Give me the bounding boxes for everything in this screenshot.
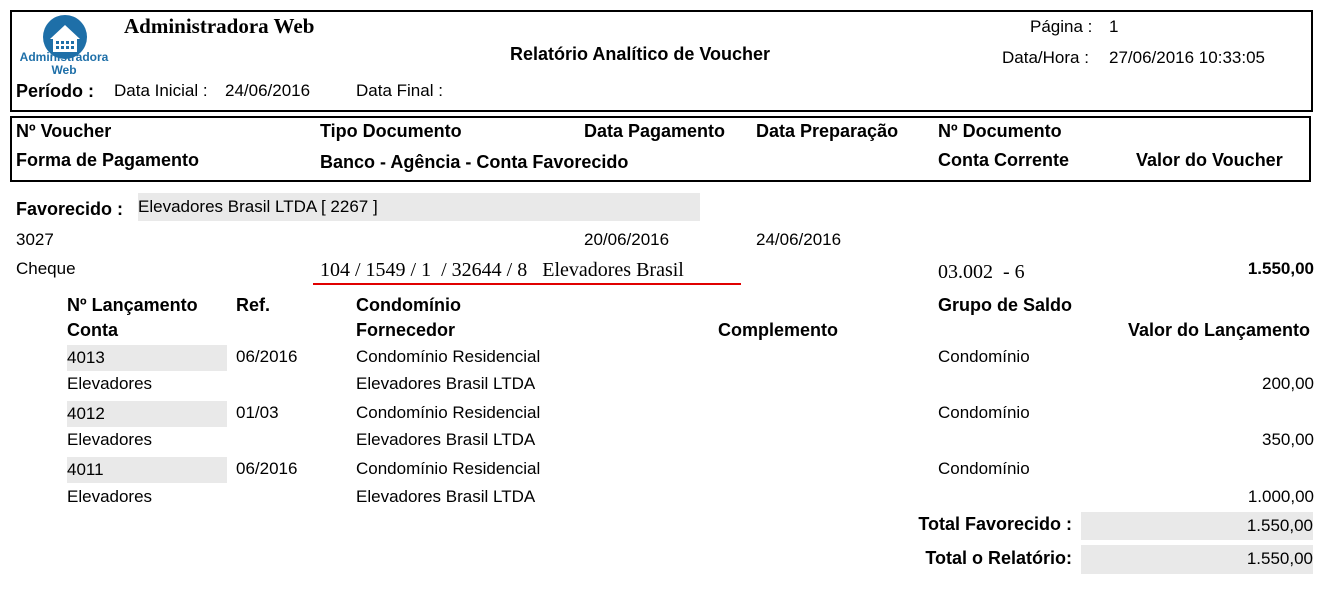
entry-lancamento: 4013 xyxy=(67,345,227,371)
entry-conta: Elevadores xyxy=(67,430,153,449)
start-date-value: 24/06/2016 xyxy=(225,81,311,100)
voucher-conta-corrente: 03.002 - 6 xyxy=(938,261,1025,283)
voucher-data-pagamento: 20/06/2016 xyxy=(584,230,670,249)
entry-fornecedor: Elevadores Brasil LTDA xyxy=(356,430,536,449)
entry-lancamento: 4011 xyxy=(67,457,227,483)
subcol-valor-lancamento: Valor do Lançamento xyxy=(1127,320,1310,340)
entry-condominio: Condomínio Residencial xyxy=(356,403,541,422)
entry-valor: 200,00 xyxy=(1262,374,1314,393)
subcol-grupo-saldo: Grupo de Saldo xyxy=(938,295,1073,315)
period-label: Período : xyxy=(16,81,95,101)
col-banco-agencia-conta: Banco - Agência - Conta Favorecido xyxy=(320,152,629,172)
entry-fornecedor: Elevadores Brasil LTDA xyxy=(356,374,536,393)
report-title: Relatório Analítico de Voucher xyxy=(510,44,771,64)
col-forma-pagamento: Forma de Pagamento xyxy=(16,150,200,170)
subcol-conta: Conta xyxy=(67,320,118,340)
favorecido-label: Favorecido : xyxy=(16,199,124,219)
page-number: 1 xyxy=(1109,17,1119,36)
subcol-condominio: Condomínio xyxy=(356,295,461,315)
col-tipo-documento: Tipo Documento xyxy=(320,121,462,141)
subcol-fornecedor: Fornecedor xyxy=(356,320,456,340)
page-label: Página : xyxy=(1030,17,1093,36)
favorecido-value: Elevadores Brasil LTDA [ 2267 ] xyxy=(138,193,700,221)
col-voucher: Nº Voucher xyxy=(16,121,112,141)
subcol-ref: Ref. xyxy=(236,295,271,315)
start-date-label: Data Inicial : xyxy=(114,81,208,100)
total-favorecido-value: 1.550,00 xyxy=(1081,512,1313,540)
red-underline xyxy=(313,283,741,285)
total-relatorio-value: 1.550,00 xyxy=(1081,545,1313,574)
subcol-lancamento: Nº Lançamento xyxy=(67,295,198,315)
entry-fornecedor: Elevadores Brasil LTDA xyxy=(356,487,536,506)
total-relatorio-label: Total o Relatório: xyxy=(925,548,1072,568)
total-favorecido-label: Total Favorecido : xyxy=(918,514,1072,534)
entry-grupo: Condomínio xyxy=(938,403,1030,422)
entry-condominio: Condomínio Residencial xyxy=(356,347,541,366)
voucher-banco-info: 104 / 1549 / 1 / 32644 / 8 Elevadores Brasil xyxy=(320,259,684,281)
entry-valor: 350,00 xyxy=(1262,430,1314,449)
entry-conta: Elevadores xyxy=(67,374,153,393)
entry-ref: 06/2016 xyxy=(236,347,298,366)
entry-conta: Elevadores xyxy=(67,487,153,506)
datetime-label: Data/Hora : xyxy=(1002,48,1089,67)
voucher-forma: Cheque xyxy=(16,259,76,278)
datetime-value: 27/06/2016 10:33:05 xyxy=(1109,48,1265,67)
voucher-number: 3027 xyxy=(16,230,54,249)
entry-grupo: Condomínio xyxy=(938,347,1030,366)
company-logo xyxy=(12,13,122,77)
col-data-pagamento: Data Pagamento xyxy=(584,121,726,141)
company-name: Administradora Web xyxy=(124,14,315,38)
col-valor-voucher: Valor do Voucher xyxy=(1136,150,1283,170)
logo-text: Administradora Web xyxy=(19,51,109,77)
voucher-valor: 1.550,00 xyxy=(1247,259,1314,278)
entry-ref: 06/2016 xyxy=(236,459,298,478)
entry-grupo: Condomínio xyxy=(938,459,1030,478)
col-conta-corrente: Conta Corrente xyxy=(938,150,1070,170)
entry-lancamento: 4012 xyxy=(67,401,227,427)
subcol-complemento: Complemento xyxy=(718,320,839,340)
entry-condominio: Condomínio Residencial xyxy=(356,459,541,478)
col-data-preparacao: Data Preparação xyxy=(756,121,899,141)
col-num-documento: Nº Documento xyxy=(938,121,1062,141)
entry-ref: 01/03 xyxy=(236,403,279,422)
end-date-label: Data Final : xyxy=(356,81,443,100)
entry-valor: 1.000,00 xyxy=(1247,487,1314,506)
voucher-data-preparacao: 24/06/2016 xyxy=(756,230,842,249)
